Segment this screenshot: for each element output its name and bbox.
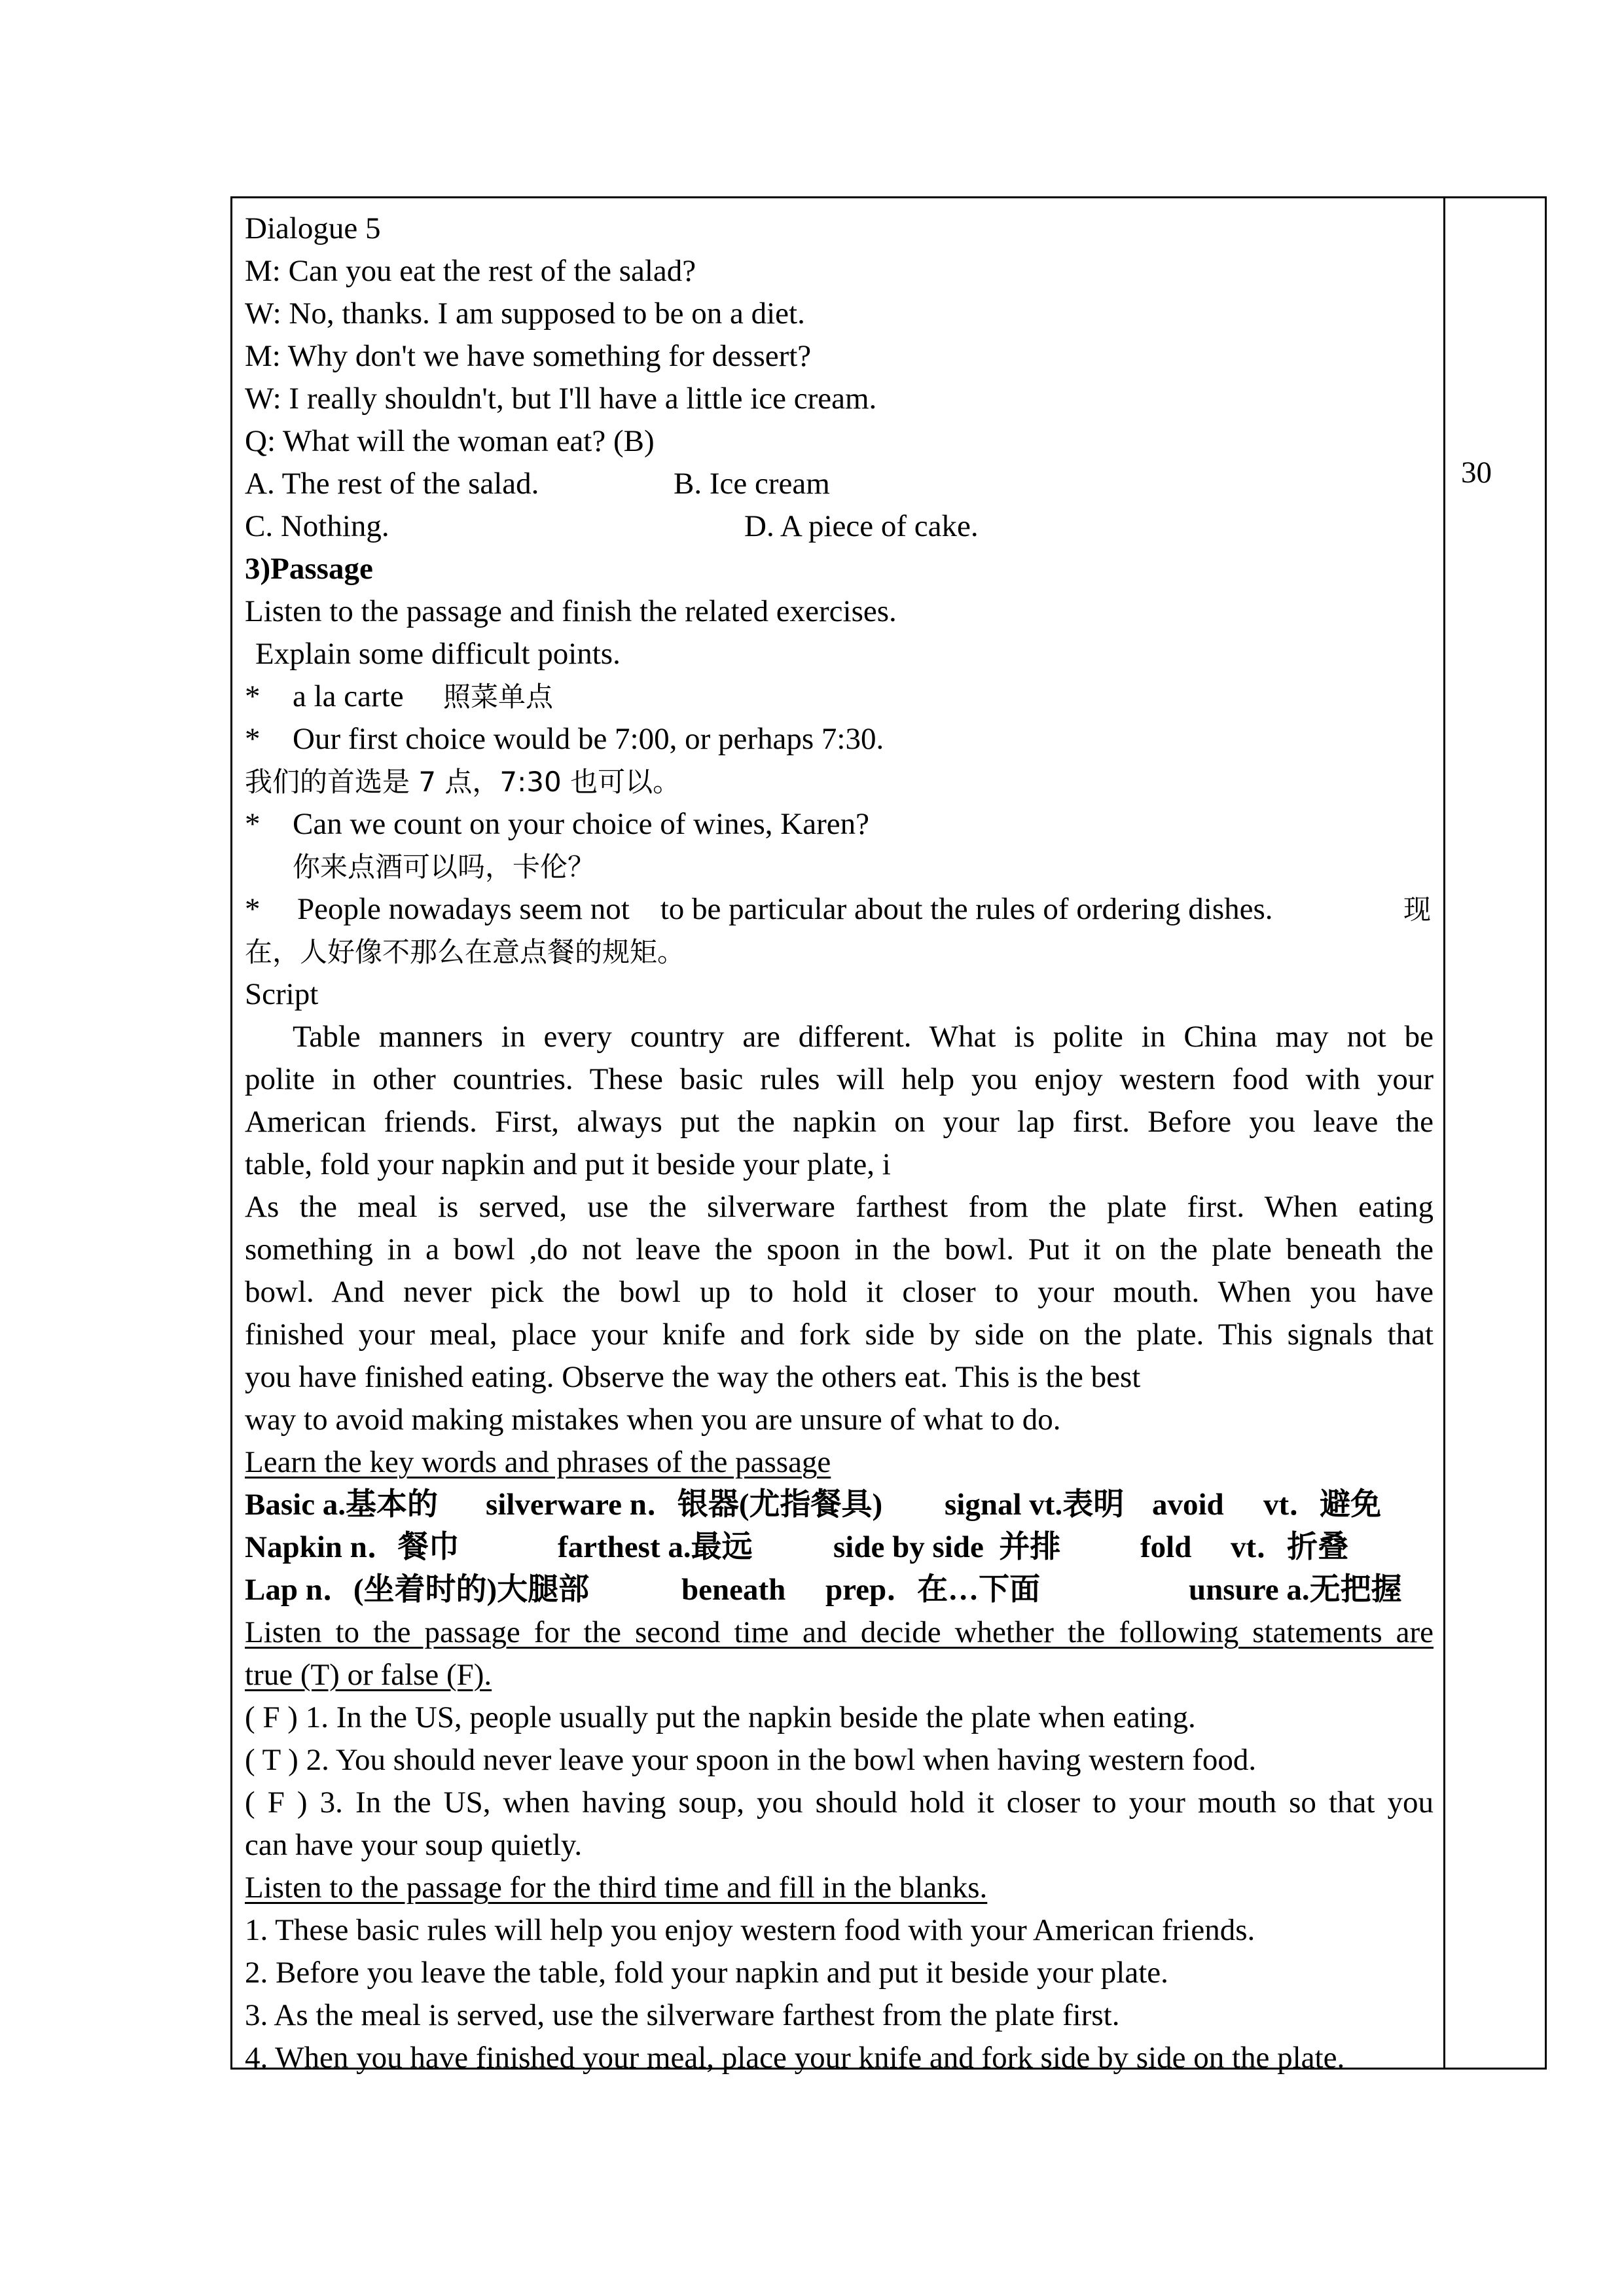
tf-item: ( F ) 3. In the US, when having soup, you should hold it closer to your mouth so that you bbox=[245, 1785, 1434, 1820]
fill-item: 4. When you have finished your meal, place your knife and fork side by side on the plate. bbox=[245, 2041, 1345, 2075]
point-translation: 在，人好像不那么在意点餐的规矩。 bbox=[245, 936, 685, 968]
script-line: As the meal is served, use the silverware farthest from the plate first. When eating bbox=[245, 1190, 1434, 1224]
point-text: People nowadays seem not to be particular about the rules of ordering dishes. bbox=[297, 892, 1273, 926]
dialogue-question: Q: What will the woman eat? (B) bbox=[245, 424, 655, 458]
script-line: Table manners in every country are different. What is polite in China may not be bbox=[293, 1020, 1434, 1054]
point-translation: 现 bbox=[1403, 893, 1432, 925]
dialogue-line: M: Can you eat the rest of the salad? bbox=[245, 254, 696, 288]
fill-item: 3. As the meal is served, use the silverware farthest from the plate first. bbox=[245, 1998, 1120, 2032]
point-bullet: * bbox=[245, 807, 261, 841]
tf-heading: Listen to the passage for the second time and decide whether the following statements are bbox=[245, 1615, 1434, 1649]
script-line: you have finished eating. Observe the way the others eat. This is the best bbox=[245, 1360, 1141, 1394]
tf-heading: true (T) or false (F). bbox=[245, 1658, 492, 1692]
dialogue-line: W: I really shouldn't, but I'll have a little ice cream. bbox=[245, 382, 877, 416]
script-label: Script bbox=[245, 977, 319, 1011]
vocab-item: fold bbox=[1140, 1530, 1192, 1564]
script-line: way to avoid making mistakes when you are unsure of what to do. bbox=[245, 1403, 1061, 1437]
script-line: table, fold your napkin and put it beside your plate, i bbox=[245, 1147, 891, 1181]
vocab-item: unsure a.无把握 bbox=[1189, 1573, 1402, 1607]
explain-heading: Explain some difficult points. bbox=[255, 637, 621, 671]
fill-heading: Listen to the passage for the third time and fill in the blanks. bbox=[245, 1871, 988, 1905]
point-text: a la carte bbox=[293, 679, 404, 713]
vocab-item: farthest a.最远 bbox=[558, 1530, 753, 1564]
passage-instruction: Listen to the passage and finish the related exercises. bbox=[245, 594, 897, 628]
vocab-item: silverware n．银器(尤指餐具) bbox=[486, 1488, 883, 1522]
point-text: Our first choice would be 7:00, or perhaps 7:30. bbox=[293, 722, 884, 756]
vocab-item: Lap n．(坐着时的)大腿部 bbox=[245, 1573, 590, 1607]
script-line: polite in other countries. These basic rules will help you enjoy western food with your bbox=[245, 1062, 1434, 1096]
option-a: A. The rest of the salad. bbox=[245, 467, 539, 501]
vocab-item: vt．折叠 bbox=[1231, 1530, 1349, 1564]
vocab-item: avoid bbox=[1152, 1488, 1224, 1522]
vocab-item: signal vt.表明 bbox=[945, 1488, 1125, 1522]
script-line: finished your meal, place your knife and fork side by side on the plate. This signals that bbox=[245, 1318, 1434, 1352]
fill-item: 2. Before you leave the table, fold your napkin and put it beside your plate. bbox=[245, 1956, 1168, 1990]
script-line: bowl. And never pick the bowl up to hold it closer to your mouth. When you have bbox=[245, 1275, 1434, 1309]
vocab-item: prep．在…下面 bbox=[825, 1573, 1041, 1607]
column-divider bbox=[1443, 196, 1445, 2070]
point-translation: 你来点酒可以吗，卡伦？ bbox=[293, 851, 596, 883]
keywords-heading: Learn the key words and phrases of the passage bbox=[245, 1445, 831, 1479]
point-bullet: * bbox=[245, 722, 261, 756]
tf-item: ( T ) 2. You should never leave your spoon in the bowl when having western food. bbox=[245, 1743, 1257, 1777]
point-translation: 照菜单点 bbox=[443, 681, 554, 713]
vocab-item: Basic a.基本的 bbox=[245, 1488, 439, 1522]
tf-item: can have your soup quietly. bbox=[245, 1828, 583, 1862]
option-b: B. Ice cream bbox=[674, 467, 830, 501]
tf-item: ( F ) 1. In the US, people usually put the napkin beside the plate when eating. bbox=[245, 1700, 1196, 1734]
vocab-item: Napkin n．餐巾 bbox=[245, 1530, 460, 1564]
time-allocation: 30 bbox=[1461, 456, 1492, 490]
script-line: something in a bowl ,do not leave the spoon in the bowl. Put it on the plate beneath the bbox=[245, 1232, 1434, 1266]
vocab-item: beneath bbox=[681, 1573, 786, 1607]
point-translation: 我们的首选是 7 点，7:30 也可以。 bbox=[245, 766, 681, 798]
vocab-item: vt．避免 bbox=[1263, 1488, 1382, 1522]
dialogue-line: W: No, thanks. I am supposed to be on a diet. bbox=[245, 296, 805, 331]
script-line: American friends. First, always put the napkin on your lap first. Before you leave the bbox=[245, 1105, 1434, 1139]
option-d: D. A piece of cake. bbox=[744, 509, 979, 543]
point-bullet: * bbox=[245, 679, 261, 713]
option-c: C. Nothing. bbox=[245, 509, 389, 543]
point-bullet: * bbox=[245, 892, 261, 926]
fill-item: 1. These basic rules will help you enjoy western food with your American friends. bbox=[245, 1913, 1255, 1947]
vocab-item: side by side 并排 bbox=[833, 1530, 1061, 1564]
passage-heading: 3)Passage bbox=[245, 552, 373, 586]
dialogue-line: M: Why don't we have something for dessert? bbox=[245, 339, 812, 373]
dialogue-title: Dialogue 5 bbox=[245, 211, 381, 245]
point-text: Can we count on your choice of wines, Karen? bbox=[293, 807, 869, 841]
